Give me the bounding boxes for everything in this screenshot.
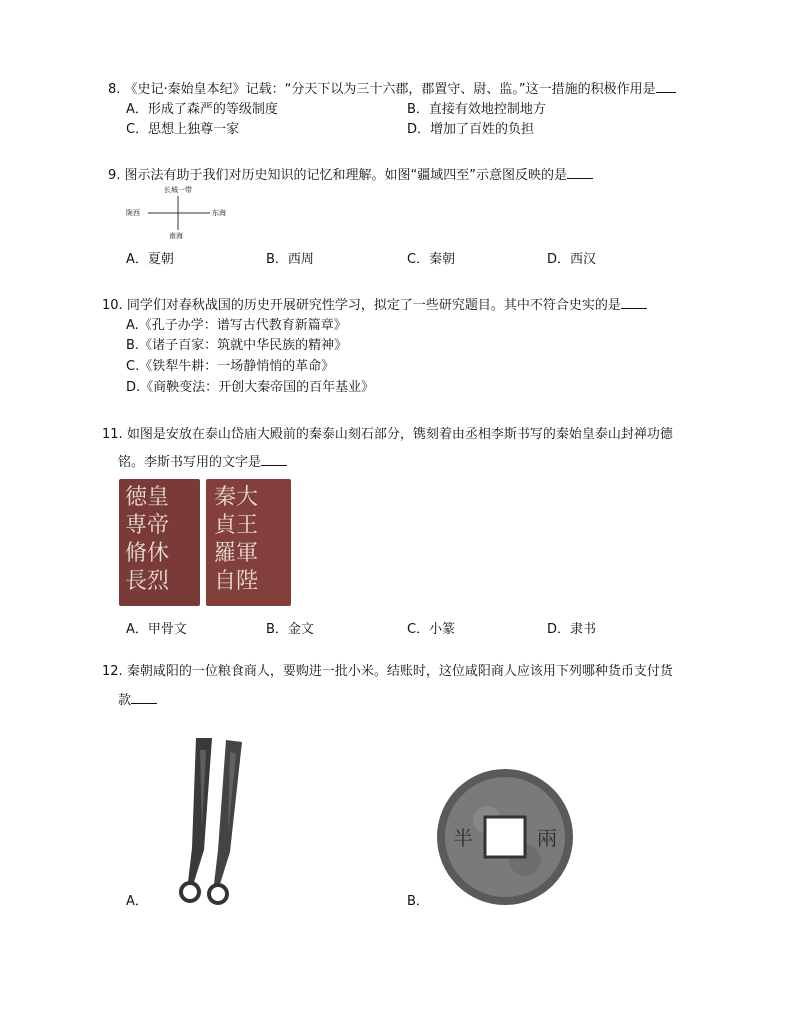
option-d: D．西汉 [547, 252, 597, 267]
question-10-stem [102, 294, 647, 316]
question-number: 11. [102, 427, 123, 442]
question-number: 10. [102, 298, 123, 313]
question-12-stem-line2 [118, 689, 157, 711]
question-text: 《史记·秦始皇本纪》记载：“分天下以为三十六郡，郡置守、尉、监。”这一措施的积极作用是 [124, 82, 656, 97]
answer-blank [261, 451, 287, 466]
option-b: B．直接有效地控制地方 [407, 102, 546, 117]
diagram-south-label: 南海 [169, 232, 183, 240]
option-c: C．小篆 [407, 622, 456, 637]
round-coin-image [425, 765, 585, 910]
option-d: D．隶书 [547, 622, 597, 637]
question-11-stem [102, 425, 673, 445]
svg-text:半: 半 [453, 826, 473, 850]
answer-blank [621, 294, 647, 309]
option-b: B．金文 [266, 622, 314, 637]
question-number: 8. [108, 82, 121, 97]
territory-diagram [126, 186, 236, 242]
option-a: A.《孔子办学：谱写古代教育新篇章》 [126, 318, 347, 333]
question-9-stem [108, 164, 593, 186]
option-b: B． [407, 894, 429, 909]
stone-inscription-right: 秦大 貞王 羅軍 自陛 [206, 479, 291, 606]
knife-coin-image [150, 730, 270, 910]
answer-blank [656, 78, 676, 93]
question-12-stem [102, 662, 673, 682]
option-d: D.《商鞅变法：开创大秦帝国的百年基业》 [126, 380, 375, 395]
diagram-west-label: 陇西 [126, 209, 140, 217]
option-b: B.《诸子百家：筑就中华民族的精神》 [126, 338, 348, 353]
question-number: 9. [108, 168, 121, 183]
question-text: 秦朝咸阳的一位粮食商人，要购进一批小米。结账时，这位咸阳商人应该用下列哪种货币支付货 [126, 664, 673, 679]
stone-inscription-left: 徳皇 専帝 脩休 長烈 [119, 479, 200, 606]
option-a: A． [126, 894, 148, 909]
question-text: 图示法有助于我们对历史知识的记忆和理解。如图“疆域四至”示意图反映的是 [124, 168, 568, 183]
diagram-north-label: 长城一带 [164, 186, 192, 194]
option-b: B．西周 [266, 252, 314, 267]
question-11-stem-line2 [118, 451, 287, 473]
diagram-east-label: 东海 [212, 209, 226, 217]
option-c: C.《铁犁牛耕：一场静悄悄的革命》 [126, 359, 335, 374]
svg-text:兩: 兩 [537, 826, 557, 850]
question-text: 如图是安放在泰山岱庙大殿前的秦泰山刻石部分，镌刻着由丞相李斯书写的秦始皇泰山封禅功德 [126, 427, 673, 442]
question-text: 同学们对春秋战国的历史开展研究性学习，拟定了一些研究题目。其中不符合史实的是 [126, 298, 621, 313]
option-a: A．形成了森严的等级制度 [126, 102, 278, 117]
question-8-stem [108, 78, 676, 100]
option-a: A．甲骨文 [126, 622, 187, 637]
option-d: D．增加了百姓的负担 [407, 122, 535, 137]
option-a: A．夏朝 [126, 252, 174, 267]
question-number: 12. [102, 664, 123, 679]
option-c: C．思想上独尊一家 [126, 122, 240, 137]
option-c: C．秦朝 [407, 252, 456, 267]
question-text: 款 [118, 693, 132, 708]
answer-blank [131, 689, 157, 704]
question-text: 铭。李斯书写用的文字是 [118, 455, 262, 470]
answer-blank [567, 164, 593, 179]
